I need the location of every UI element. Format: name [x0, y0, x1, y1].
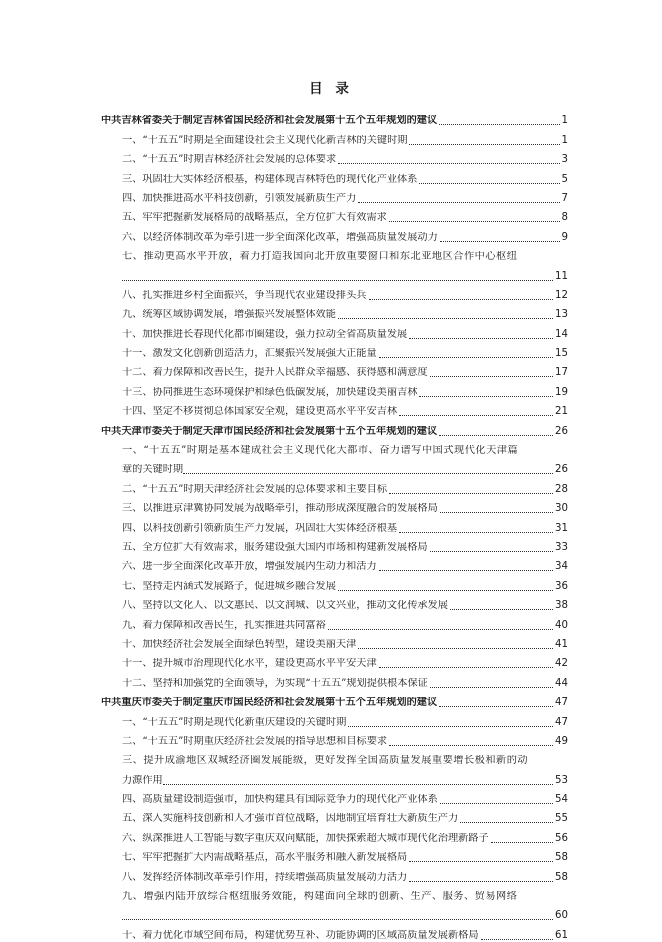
toc-section-entry[interactable] — [0, 360, 662, 379]
toc-section-entry[interactable] — [0, 787, 662, 806]
dot-leader — [379, 570, 553, 571]
toc-section-entry[interactable] — [0, 845, 662, 864]
toc-section-entry[interactable] — [0, 186, 662, 205]
toc-section-entry[interactable] — [0, 593, 662, 612]
toc-page-number: 42 — [555, 658, 568, 670]
toc-entry-text: 八、扎实推进乡村全面振兴，争当现代农业建设排头兵 — [122, 289, 367, 301]
toc-page-number: 26 — [555, 425, 568, 437]
dot-leader — [328, 629, 553, 630]
dot-leader — [430, 551, 553, 552]
toc-page-number: 38 — [555, 600, 568, 612]
toc-page-number: 31 — [555, 522, 568, 534]
toc-section-entry[interactable] — [0, 205, 662, 224]
toc-page-number: 55 — [555, 813, 568, 825]
toc-entry-text: 六、以经济体制改革为牵引进一步全面深化改革，增强高质量发展动力 — [122, 231, 438, 243]
toc-section-entry[interactable] — [0, 166, 662, 185]
toc-section-entry[interactable] — [0, 670, 662, 689]
dot-leader — [419, 396, 553, 397]
toc-entry-text: 九、增强内陆开放综合枢纽服务效能，构建面向全球的创新、生产、服务、贸易网络 — [122, 891, 518, 903]
toc-section-entry[interactable] — [0, 147, 662, 166]
toc-entry-text: 五、牢牢把握新发展格局的战略基点，全方位扩大有效需求 — [122, 212, 387, 224]
toc-part-entry[interactable] — [0, 108, 662, 127]
toc-entry-text: 二、“十五五”时期重庆经济社会发展的指导思想和目标要求 — [122, 735, 388, 747]
dot-leader — [409, 861, 553, 862]
toc-entry-text: 二、“十五五”时期天津经济社会发展的总体要求和主要目标 — [122, 483, 388, 495]
toc-section-entry[interactable] — [0, 302, 662, 321]
dot-leader — [389, 745, 553, 746]
toc-page-number: 53 — [555, 774, 568, 786]
dot-leader — [122, 919, 553, 920]
toc-section-entry[interactable] — [0, 612, 662, 631]
toc-entry-text: 中共重庆市委关于制定重庆市国民经济和社会发展第十五个五年规划的建议 — [101, 697, 438, 709]
toc-entry-text: 二、“十五五”时期吉林经济社会发展的总体要求 — [122, 154, 337, 166]
toc-section-entry[interactable] — [0, 244, 662, 263]
toc-part-entry[interactable] — [0, 418, 662, 437]
dot-leader — [491, 842, 553, 843]
toc-page-number: 54 — [555, 794, 568, 806]
toc-section-entry[interactable] — [0, 438, 662, 457]
toc-section-entry[interactable] — [0, 922, 662, 941]
dot-leader — [440, 241, 560, 242]
toc-page-number: 49 — [555, 735, 568, 747]
toc-page-number: 56 — [555, 832, 568, 844]
dot-leader — [348, 726, 553, 727]
dot-leader — [122, 280, 553, 281]
toc-page-number: 41 — [555, 638, 568, 650]
toc-page-number: 8 — [561, 212, 568, 224]
dot-leader — [358, 202, 559, 203]
toc-entry-text-continued: 章的关键时期 — [122, 464, 184, 476]
toc-entry-text: 十、加快经济社会发展全面绿色转型，建设美丽天津 — [122, 638, 357, 650]
dot-leader — [183, 473, 553, 474]
toc-section-entry[interactable] — [0, 806, 662, 825]
toc-entry-text: 八、坚持以文化人、以文惠民、以文润城、以文兴业，推动文化传承发展 — [122, 600, 448, 612]
toc-section-entry[interactable] — [0, 127, 662, 146]
toc-entry-text: 九、统筹区域协调发展，增强振兴发展整体效能 — [122, 309, 336, 321]
toc-page-number: 17 — [555, 367, 568, 379]
toc-entry-continuation[interactable] — [0, 767, 662, 786]
toc-section-entry[interactable] — [0, 399, 662, 418]
dot-leader — [338, 163, 559, 164]
dot-leader — [399, 415, 553, 416]
toc-page-number: 61 — [555, 929, 568, 941]
toc-section-entry[interactable] — [0, 496, 662, 515]
toc-section-entry[interactable] — [0, 341, 662, 360]
toc-page-number: 1 — [561, 134, 568, 146]
toc-entry-text: 中共吉林省委关于制定吉林省国民经济和社会发展第十五个五年规划的建议 — [101, 115, 438, 127]
toc-entry-text: 三、以推进京津冀协同发展为战略牵引，推动形成深度融合的发展格局 — [122, 503, 438, 515]
toc-entry-text: 十一、激发文化创新创造活力，汇聚振兴发展强大正能量 — [122, 348, 377, 360]
toc-section-entry[interactable] — [0, 573, 662, 592]
dot-leader — [430, 687, 553, 688]
toc-section-entry[interactable] — [0, 321, 662, 340]
dot-leader — [419, 183, 559, 184]
toc-page-number: 14 — [555, 328, 568, 340]
dot-leader — [409, 338, 553, 339]
dot-leader — [399, 532, 553, 533]
toc-entry-text: 五、全方位扩大有效需求，服务建设强大国内市场和构建新发展格局 — [122, 541, 428, 553]
toc-entry-text: 七、牢牢把握扩大内需战略基点，高水平服务和融入新发展格局 — [122, 852, 408, 864]
dot-leader — [369, 299, 554, 300]
toc-page-number: 9 — [561, 231, 568, 243]
dot-leader — [338, 590, 553, 591]
dot-leader — [481, 939, 553, 940]
toc-page-number: 44 — [555, 677, 568, 689]
toc-entry-text: 三、提升成渝地区双城经济圈发展能级，更好发挥全国高质量发展重要增长极和新的动 — [122, 755, 529, 767]
toc-entry-text: 六、进一步全面深化改革开放，增强发展内生动力和活力 — [122, 561, 377, 573]
dot-leader — [450, 609, 553, 610]
toc-page-number: 1 — [561, 115, 568, 127]
toc-section-entry[interactable] — [0, 748, 662, 767]
toc-entry-continuation[interactable] — [0, 263, 662, 282]
dot-leader — [460, 822, 553, 823]
toc-page-number: 21 — [555, 406, 568, 418]
toc-page-number: 47 — [555, 697, 568, 709]
toc-entry-continuation[interactable] — [0, 457, 662, 476]
toc-page-number: 15 — [555, 348, 568, 360]
toc-section-entry[interactable] — [0, 884, 662, 903]
toc-section-entry[interactable] — [0, 554, 662, 573]
dot-leader — [440, 803, 553, 804]
dot-leader — [379, 357, 553, 358]
toc-page-number: 40 — [555, 619, 568, 631]
toc-entry-text: 七、坚持走内涵式发展路子，促进城乡融合发展 — [122, 580, 336, 592]
dot-leader — [439, 435, 553, 436]
toc-section-entry[interactable] — [0, 515, 662, 534]
toc-page-number: 28 — [555, 483, 568, 495]
toc-entry-text-continued: 力源作用 — [122, 774, 163, 786]
toc-page-number: 26 — [555, 464, 568, 476]
toc-section-entry[interactable] — [0, 224, 662, 243]
toc-section-entry[interactable] — [0, 651, 662, 670]
toc-part-entry[interactable] — [0, 690, 662, 709]
toc-section-entry[interactable] — [0, 709, 662, 728]
toc-page-number: 3 — [561, 154, 568, 166]
dot-leader — [389, 493, 553, 494]
dot-leader — [389, 221, 560, 222]
toc-entry-text: 十、着力优化市域空间布局，构建优势互补、功能协调的区域高质量发展新格局 — [122, 929, 479, 941]
toc-entry-text: 五、深入实施科技创新和人才强市首位战略，因地制宜培育壮大新质生产力 — [122, 813, 459, 825]
toc-page-number: 36 — [555, 580, 568, 592]
dot-leader — [358, 648, 553, 649]
toc-entry-text: 一、“十五五”时期是基本建成社会主义现代化大都市、奋力谱写中国式现代化天津篇 — [122, 445, 519, 457]
toc-section-entry[interactable] — [0, 632, 662, 651]
toc-page-number: 13 — [555, 309, 568, 321]
toc-page-number: 30 — [555, 503, 568, 515]
dot-leader — [163, 784, 553, 785]
toc-page-number: 5 — [561, 173, 568, 185]
toc-section-entry[interactable] — [0, 729, 662, 748]
dot-leader — [439, 124, 559, 125]
toc-entry-text: 十二、坚持和加强党的全面领导，为实现“十五五”规划提供根本保证 — [122, 677, 428, 689]
toc-section-entry[interactable] — [0, 535, 662, 554]
toc-section-entry[interactable] — [0, 283, 662, 302]
toc-page-number: 11 — [555, 270, 568, 282]
toc-entry-text: 四、以科技创新引领新质生产力发展，巩固壮大实体经济根基 — [122, 522, 398, 534]
toc-page-number: 7 — [561, 192, 568, 204]
toc-entry-text: 十四、坚定不移贯彻总体国家安全观，建设更高水平平安吉林 — [122, 406, 398, 418]
dot-leader — [379, 667, 553, 668]
dot-leader — [409, 144, 559, 145]
toc-entry-text: 七、推动更高水平开放，着力打造我国向北开放重要窗口和东北亚地区合作中心枢纽 — [122, 251, 518, 263]
toc-entry-continuation[interactable] — [0, 903, 662, 922]
dot-leader — [440, 512, 553, 513]
dot-leader — [439, 706, 553, 707]
dot-leader — [338, 318, 553, 319]
toc-section-entry[interactable] — [0, 825, 662, 844]
toc-entry-text: 一、“十五五”时期是现代化新重庆建设的关键时期 — [122, 716, 347, 728]
toc-entry-text: 六、纵深推进人工智能与数字重庆双向赋能，加快探索超大城市现代化治理新路子 — [122, 832, 489, 844]
toc-entry-text: 三、巩固壮大实体经济根基，构建体现吉林特色的现代化产业体系 — [122, 173, 418, 185]
toc-entry-text: 八、发挥经济体制改革牵引作用，持续增强高质量发展动力活力 — [122, 871, 408, 883]
toc-title: 目 录 — [309, 81, 353, 97]
toc-entry-text: 中共天津市委关于制定天津市国民经济和社会发展第十五个五年规划的建议 — [101, 425, 438, 437]
toc-entry-text: 十三、协同推进生态环境保护和绿色低碳发展，加快建设美丽吉林 — [122, 386, 418, 398]
toc-page-number: 60 — [555, 910, 568, 922]
toc-page-number: 33 — [555, 541, 568, 553]
toc-entry-text: 四、加快推进高水平科技创新，引领发展新质生产力 — [122, 192, 357, 204]
toc-page-number: 58 — [555, 871, 568, 883]
dot-leader — [430, 376, 553, 377]
dot-leader — [409, 881, 553, 882]
toc-page-number: 19 — [555, 386, 568, 398]
toc-entry-text: 一、“十五五”时期是全面建设社会主义现代化新吉林的关键时期 — [122, 134, 408, 146]
toc-page-number: 12 — [555, 289, 568, 301]
toc-entry-text: 九、着力保障和改善民生，扎实推进共同富裕 — [122, 619, 326, 631]
toc-entry-text: 十一、提升城市治理现代化水平，建设更高水平平安天津 — [122, 658, 377, 670]
toc-section-entry[interactable] — [0, 864, 662, 883]
toc-entry-text: 十二、着力保障和改善民生，提升人民群众幸福感、获得感和满意度 — [122, 367, 428, 379]
toc-page-number: 47 — [555, 716, 568, 728]
toc-page-number: 34 — [555, 561, 568, 573]
toc-list — [0, 108, 662, 942]
toc-section-entry[interactable] — [0, 476, 662, 495]
toc-section-entry[interactable] — [0, 379, 662, 398]
toc-page-number: 58 — [555, 852, 568, 864]
toc-entry-text: 四、高质量建设制造强市，加快构建具有国际竞争力的现代化产业体系 — [122, 794, 438, 806]
toc-entry-text: 十、加快推进长春现代化都市圈建设，强力拉动全省高质量发展 — [122, 328, 408, 340]
